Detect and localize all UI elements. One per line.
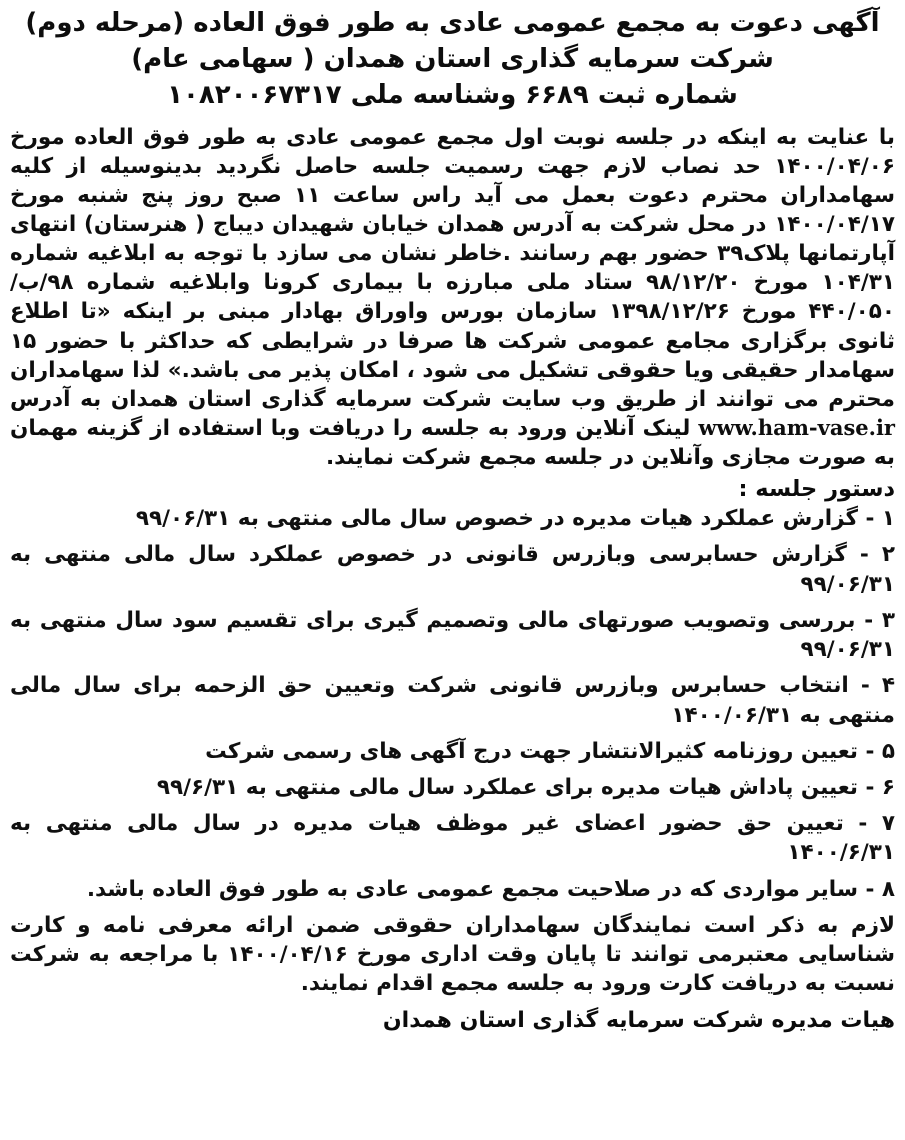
agenda-item-4: ۴ - انتخاب حسابرس وبازرس قانونی شرکت وتعیین حق الزحمه برای سال مالی منتهی به ۱۴۰۰/۰۶/۳۱ bbox=[10, 673, 895, 728]
body-paragraph-block bbox=[10, 123, 895, 473]
title-line-3: شماره ثبت ۶۶۸۹ وشناسه ملی ۱۰۸۲۰۰۶۷۳۱۷ bbox=[167, 79, 738, 110]
agenda-item-5: ۵ - تعیین روزنامه کثیرالانتشار جهت درج آگهی های رسمی شرکت bbox=[205, 738, 895, 764]
page-title bbox=[10, 6, 895, 114]
closing-note bbox=[10, 911, 895, 999]
agenda-item-8: ۸ - سایر مواردی که در صلاحیت مجمع عمومی عادی به طور فوق العاده باشد. bbox=[86, 876, 895, 902]
agenda-list bbox=[10, 504, 895, 904]
title-line-1: آگهی دعوت به مجمع عمومی عادی به طور فوق العاده (مرحله دوم) bbox=[25, 8, 880, 38]
signature-line: هیات مدیره شرکت سرمایه گذاری استان همدان bbox=[382, 1007, 895, 1033]
invitation-text-part-2: لینک آنلاین ورود به جلسه را دریافت وبا استفاده از گزینه مهمان به صورت مجازی وآنلاین در جلسه مجمع شرکت نمایند. bbox=[10, 415, 895, 470]
agenda-item-7: ۷ - تعیین حق حضور اعضای غیر موظف هیات مدیره در سال مالی منتهی به ۱۴۰۰/۶/۳۱ bbox=[10, 811, 895, 866]
agenda-heading: دستور جلسه : bbox=[738, 476, 895, 503]
agenda-item-1: ۱ - گزارش عملکرد هیات مدیره در خصوص سال مالی منتهی به ۹۹/۰۶/۳۱ bbox=[135, 506, 895, 532]
invitation-paragraph bbox=[10, 123, 895, 473]
agenda-item-2: ۲ - گزارش حسابرسی وبازرس قانونی در خصوص عملکرد سال مالی منتهی به ۹۹/۰۶/۳۱ bbox=[10, 542, 895, 597]
company-website-link[interactable]: www.ham-vase.ir bbox=[698, 414, 895, 440]
agenda-item-3: ۳ - بررسی وتصویب صورتهای مالی وتصمیم گیری برای تقسیم سود سال منتهی به ۹۹/۰۶/۳۱ bbox=[10, 607, 895, 663]
title-line-2: شرکت سرمایه گذاری استان همدان ( سهامی عام) bbox=[131, 43, 774, 74]
invitation-text-part-1: با عنایت به اینکه در جلسه نوبت اول مجمع عمومی عادی به طور فوق العاده مورخ ۱۴۰۰/۰۴/۰۶ حد نصاب لازم جهت رسمیت جلسه حاصل نگردید بدینوسیله از کلیه سهامداران محترم دعوت بعمل می آید راس ساعت ۱۱ صبح روز پنج شنبه مورخ ۱۴۰۰/۰۴/۱۷ در محل شرکت به آدرس همدان خیابان شهیدان دیباج ( هنرستان) انتهای آپارتمانها پلاک۳۹ حضور بهم رسانند .خاطر نشان می سازد با توجه به ابلاغیه شماره ۱۰۴/۳۱ مورخ ۹۸/۱۲/۲۰ ستاد ملی مبارزه با بیماری کرونا وابلاغیه شماره ۹۸/ب/۴۴۰/۰۵۰ مورخ ۱۳۹۸/۱۲/۲۶ سازمان بورس واوراق بهادار مبنی بر اینکه «تا اطلاع ثانوی برگزاری مجامع عمومی شرکت ها صرفا در شرایطی که حداکثر با حضور ۱۵ سهامدار حقیقی ویا حقوقی تشکیل می شود ، امکان پذیر می باشد.» لذا سهامداران محترم می توانند از طریق وب سایت شرکت سرمایه گذاری استان همدان به آدرس bbox=[10, 124, 895, 412]
agenda-item-6: ۶ - تعیین پاداش هیات مدیره برای عملکرد سال مالی منتهی به ۹۹/۶/۳۱ bbox=[156, 775, 895, 800]
closing-note-text: لازم به ذکر است نمایندگان سهامداران حقوقی ضمن ارائه معرفی نامه و کارت شناسایی معتبرمی توانند تا پایان وقت اداری مورخ ۱۴۰۰/۰۴/۱۶ با مراجعه به شرکت نسبت به دریافت کارت ورود به جلسه مجمع اقدام نمایند. bbox=[10, 912, 895, 997]
